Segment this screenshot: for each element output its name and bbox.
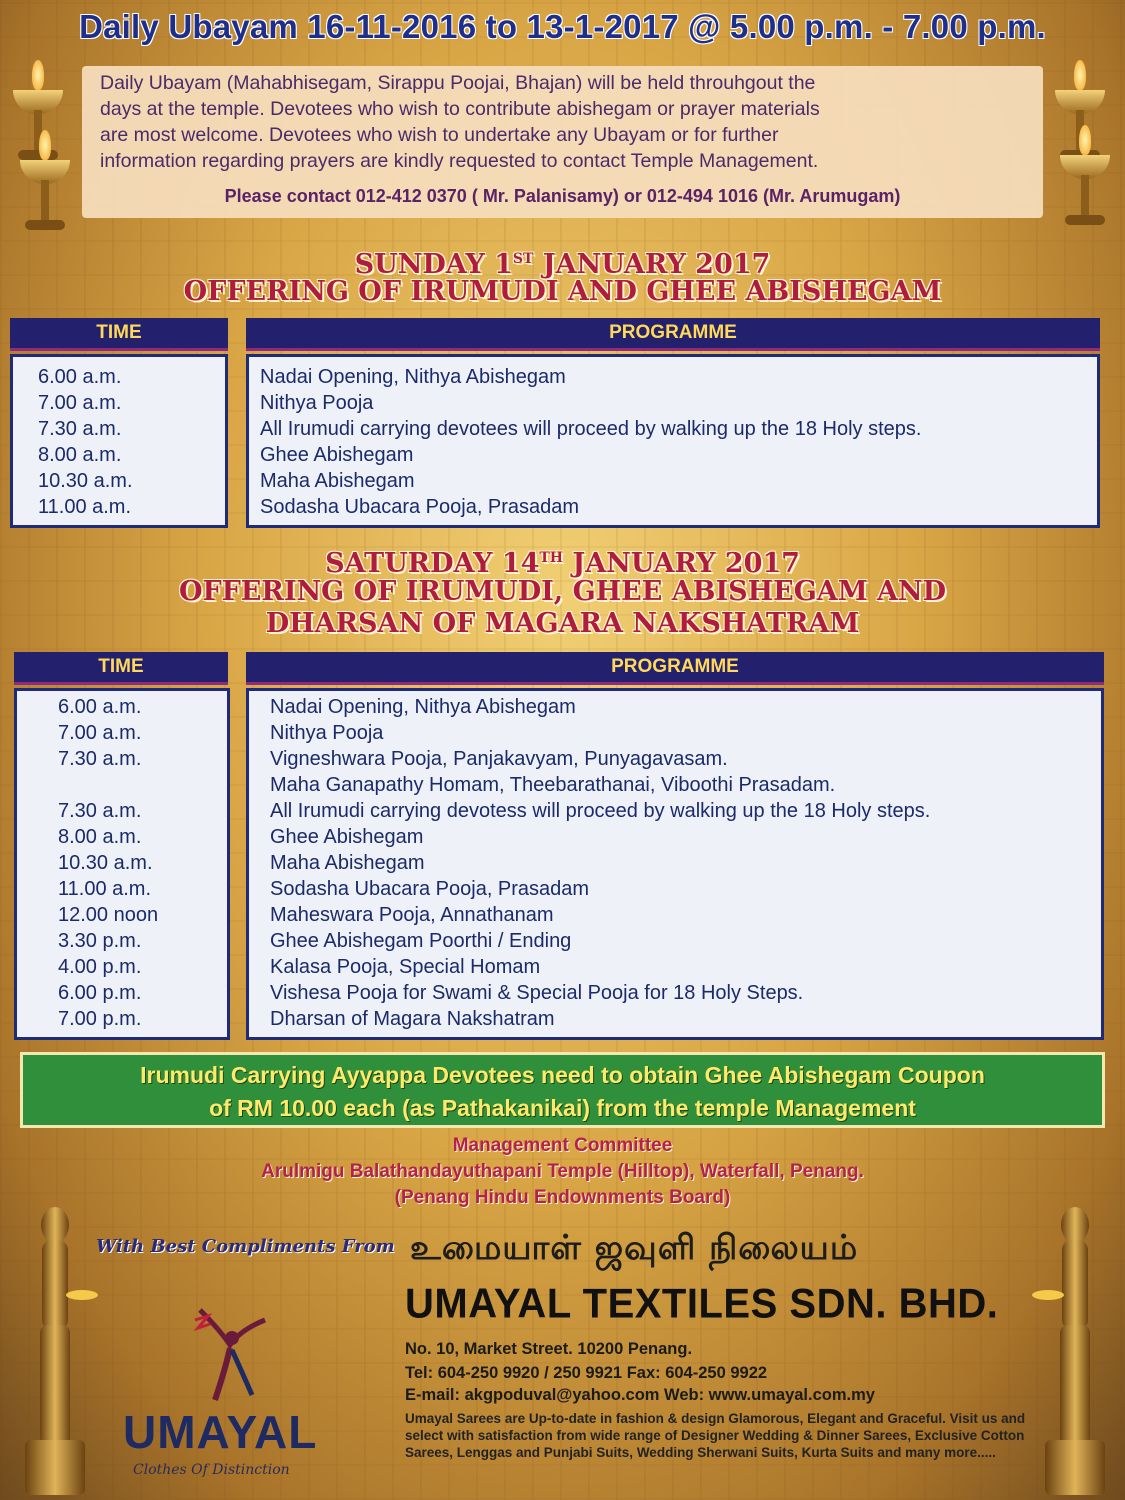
time-cell: 11.00 a.m. bbox=[58, 878, 152, 900]
programme-cell: Nithya Pooja bbox=[260, 392, 374, 414]
intro-line: Daily Ubayam (Mahabhisegam, Sirappu Poojai, Bhajan) will be held throuhgout the bbox=[100, 72, 816, 94]
intro-line: are most welcome. Devotees who wish to undertake any Ubayam or for further bbox=[100, 124, 779, 146]
intro-line: days at the temple. Devotees who wish to contribute abishegam or prayer materials bbox=[100, 98, 820, 120]
programme-cell: Nadai Opening, Nithya Abishegam bbox=[270, 696, 576, 718]
time-cell: 10.30 a.m. bbox=[58, 852, 153, 874]
programme-cell: Maha Ganapathy Homam, Theebarathanai, Viboothi Prasadam. bbox=[270, 774, 836, 796]
section1-date bbox=[0, 244, 1125, 280]
time-cell: 6.00 p.m. bbox=[58, 982, 142, 1004]
section1-title: OFFERING OF IRUMUDI AND GHEE ABISHEGAM bbox=[183, 276, 942, 307]
oil-lamp-icon bbox=[15, 120, 75, 230]
compliments-text: With Best Compliments From bbox=[96, 1236, 395, 1257]
page-title: Daily Ubayam 16-11-2016 to 13-1-2017 @ 5.00 p.m. - 7.00 p.m. bbox=[79, 8, 1046, 45]
company-blurb: Umayal Sarees are Up-to-date in fashion & design Glamorous, Elegant and Graceful. Visit us and select with satisfaction from wide range of Designer Wedding & Dinner Sarees, Exclusive Cotton Sarees, Lenggas and Punjabi Suits, Wedding Sherwani Suits, Kurta Suits and many more..... bbox=[405, 1411, 1026, 1460]
statue-icon bbox=[0, 1200, 100, 1500]
section1-date-day: SUNDAY 1 bbox=[354, 249, 513, 280]
coupon-notice bbox=[20, 1052, 1105, 1128]
section1-time-list bbox=[38, 364, 133, 520]
programme-cell: Sodasha Ubacara Pooja, Prasadam bbox=[260, 496, 580, 518]
section2-date-month: JANUARY 2017 bbox=[563, 548, 800, 579]
time-cell: 7.30 a.m. bbox=[58, 800, 142, 822]
section2-programme-list bbox=[270, 694, 930, 1032]
programme-cell: Maha Abishegam bbox=[270, 852, 425, 874]
time-cell: 11.00 a.m. bbox=[38, 496, 132, 518]
programme-cell: All Irumudi carrying devotess will proceed by walking up the 18 Holy steps. bbox=[270, 800, 931, 822]
programme-cell: Maheswara Pooja, Annathanam bbox=[270, 904, 554, 926]
intro-paragraph bbox=[100, 70, 1025, 174]
logo-tagline: Clothes Of Distinction bbox=[133, 1462, 290, 1478]
company-email-web: E-mail: akgpoduval@yahoo.com Web: www.umayal.com.my bbox=[405, 1386, 875, 1404]
endowment-board: (Penang Hindu Endownments Board) bbox=[394, 1187, 731, 1208]
programme-cell: Nadai Opening, Nithya Abishegam bbox=[260, 366, 566, 388]
programme-cell: Vigneshwara Pooja, Panjakavyam, Punyagavasam. bbox=[270, 748, 728, 770]
company-phone: Tel: 604-250 9920 / 250 9921 Fax: 604-250 9922 bbox=[405, 1364, 768, 1382]
temple-name: Arulmigu Balathandayuthapani Temple (Hilltop), Waterfall, Penang. bbox=[261, 1161, 864, 1182]
section1-programme-list bbox=[260, 364, 921, 520]
time-cell: 6.00 a.m. bbox=[58, 696, 142, 718]
programme-cell: Sodasha Ubacara Pooja, Prasadam bbox=[270, 878, 590, 900]
time-cell: 7.00 a.m. bbox=[38, 392, 122, 414]
section2-date-day: SATURDAY 14 bbox=[325, 548, 540, 579]
dancer-logo-icon bbox=[180, 1290, 280, 1410]
time-cell: 7.30 a.m. bbox=[38, 418, 122, 440]
time-cell: 7.00 p.m. bbox=[58, 1008, 142, 1030]
section2-time-header: TIME bbox=[14, 652, 228, 682]
time-cell: 12.00 noon bbox=[58, 904, 159, 926]
company-address: No. 10, Market Street. 10200 Penang. bbox=[405, 1340, 693, 1358]
section2-title-line1: OFFERING OF IRUMUDI, GHEE ABISHEGAM AND bbox=[178, 576, 947, 607]
time-cell: 7.30 a.m. bbox=[58, 748, 142, 770]
intro-line: information regarding prayers are kindly requested to contact Temple Management. bbox=[100, 150, 819, 172]
time-cell: 7.00 a.m. bbox=[58, 722, 142, 744]
oil-lamp-icon bbox=[1055, 115, 1115, 225]
time-cell bbox=[58, 772, 158, 798]
section1-programme-header: PROGRAMME bbox=[246, 318, 1100, 348]
programme-cell: Maha Abishegam bbox=[260, 470, 415, 492]
section1-time-header: TIME bbox=[10, 318, 228, 348]
company-name: UMAYAL TEXTILES SDN. BHD. bbox=[405, 1280, 999, 1328]
programme-cell: All Irumudi carrying devotees will proceed by walking up the 18 Holy steps. bbox=[260, 418, 922, 440]
time-cell: 4.00 p.m. bbox=[58, 956, 142, 978]
section1-date-suffix: ST bbox=[512, 251, 534, 267]
programme-cell: Ghee Abishegam bbox=[260, 444, 414, 466]
programme-cell: Ghee Abishegam bbox=[270, 826, 424, 848]
time-cell: 8.00 a.m. bbox=[58, 826, 142, 848]
programme-cell: Ghee Abishegam Poorthi / Ending bbox=[270, 930, 572, 952]
programme-cell: Vishesa Pooja for Swami & Special Pooja for 18 Holy Steps. bbox=[270, 982, 804, 1004]
programme-cell: Dharsan of Magara Nakshatram bbox=[270, 1008, 555, 1030]
contact-line: Please contact 012-412 0370 ( Mr. Palanisamy) or 012-494 1016 (Mr. Arumugam) bbox=[224, 186, 901, 206]
programme-cell: Kalasa Pooja, Special Homam bbox=[270, 956, 541, 978]
notice-line: Irumudi Carrying Ayyappa Devotees need to obtain Ghee Abishegam Coupon bbox=[140, 1062, 985, 1088]
programme-cell: Nithya Pooja bbox=[270, 722, 384, 744]
section2-time-list bbox=[58, 694, 158, 1032]
section1-date-month: JANUARY 2017 bbox=[533, 249, 771, 280]
time-cell: 3.30 p.m. bbox=[58, 930, 142, 952]
notice-line: of RM 10.00 each (as Pathakanikai) from the temple Management bbox=[209, 1095, 916, 1121]
tamil-company-name: உமையாள் ஜவுளி நிலையம் bbox=[410, 1228, 859, 1268]
management-heading: Management Committee bbox=[452, 1135, 673, 1156]
time-cell: 8.00 a.m. bbox=[38, 444, 122, 466]
time-cell: 6.00 a.m. bbox=[38, 366, 122, 388]
logo-wordmark: UMAYAL bbox=[123, 1406, 318, 1458]
section2-date bbox=[0, 543, 1125, 579]
section2-title-line2: DHARSAN OF MAGARA NAKSHATRAM bbox=[265, 608, 860, 639]
time-cell: 10.30 a.m. bbox=[38, 470, 133, 492]
section2-programme-header: PROGRAMME bbox=[246, 652, 1104, 682]
section2-date-suffix: TH bbox=[539, 550, 564, 566]
